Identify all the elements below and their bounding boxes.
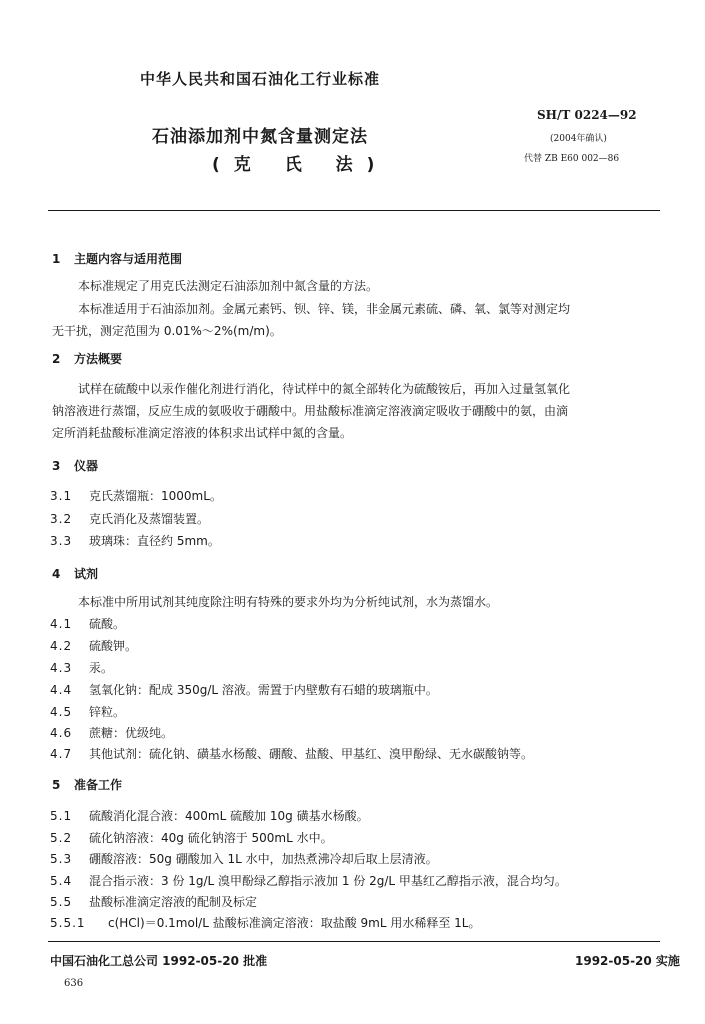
standard-replaces: 代替 ZB E60 002—86 xyxy=(524,154,620,164)
header-divider xyxy=(48,210,660,211)
section-2-para-line-3: 定所消耗盐酸标准滴定溶液的体积求出试样中氮的含量。 xyxy=(52,426,353,440)
section-4-intro: 本标准中所用试剂其纯度除注明有特殊的要求外均为分析纯试剂，水为蒸馏水。 xyxy=(78,595,499,609)
doc-subtitle: (克 氏 法) xyxy=(212,155,389,175)
section-2-para-line-2: 钠溶液进行蒸馏，反应生成的氨吸收于硼酸中。用盐酸标准滴定溶液滴定吸收于硼酸中的氨，由滴 xyxy=(52,404,569,418)
list-item: 3.1 克氏蒸馏瓶：1000mL。 xyxy=(50,489,222,503)
list-item: 5.3 硼酸溶液：50g 硼酸加入 1L 水中，加热煮沸冷却后取上层清液。 xyxy=(50,852,438,866)
page-number: 636 xyxy=(64,978,84,989)
section-3-heading: 3 仪器 xyxy=(52,459,99,473)
footer-divider xyxy=(48,941,660,942)
effective-date: 1992-05-20 实施 xyxy=(575,954,680,968)
org-title: 中华人民共和国石油化工行业标准 xyxy=(140,70,381,88)
list-item: 3.2 克氏消化及蒸馏装置。 xyxy=(50,512,210,526)
list-item: 4.3 汞。 xyxy=(50,661,114,675)
list-item: 3.3 玻璃珠：直径约 5mm。 xyxy=(50,534,220,548)
section-2-heading: 2 方法概要 xyxy=(52,352,123,366)
section-4-heading: 4 试剂 xyxy=(52,567,99,581)
list-item: 4.7 其他试剂：硫化钠、磺基水杨酸、硼酸、盐酸、甲基红、溴甲酚绿、无水碳酸钠等。 xyxy=(50,747,534,761)
section-1-para-2-cont: 无干扰，测定范围为 0.01%～2%(m/m)。 xyxy=(52,324,282,338)
list-item: 4.1 硫酸。 xyxy=(50,617,126,631)
section-1-heading: 1 主题内容与适用范围 xyxy=(52,252,183,266)
list-item: 5.2 硫化钠溶液：40g 硫化钠溶于 500mL 水中。 xyxy=(50,831,333,845)
list-item: 5.5 盐酸标准滴定溶液的配制及标定 xyxy=(50,895,258,909)
list-item: 4.6 蔗糖：优级纯。 xyxy=(50,726,174,740)
doc-title: 石油添加剂中氮含量测定法 xyxy=(152,127,368,147)
approval-line: 中国石油化工总公司 1992-05-20 批准 xyxy=(50,954,268,968)
list-item: 4.2 硫酸钾。 xyxy=(50,639,138,653)
standard-code: SH/T 0224—92 xyxy=(537,108,637,122)
section-1-para-1: 本标准规定了用克氏法测定石油添加剂中氮含量的方法。 xyxy=(78,279,379,293)
list-item: 5.4 混合指示液：3 份 1g/L 溴甲酚绿乙醇指示液加 1 份 2g/L 甲基红乙醇指示液，混合均匀。 xyxy=(50,874,567,888)
section-1-para-2: 本标准适用于石油添加剂。金属元素钙、钡、锌、镁，非金属元素硫、磷、氧、氯等对测定均 xyxy=(78,302,571,316)
list-item: 4.5 锌粒。 xyxy=(50,705,126,719)
list-item: 5.5.1 c(HCl)＝0.1mol/L 盐酸标准滴定溶液：取盐酸 9mL 用水稀释至 1L。 xyxy=(50,916,481,930)
list-item: 4.4 氢氧化钠：配成 350g/L 溶液。需置于内壁敷有石蜡的玻璃瓶中。 xyxy=(50,683,438,697)
section-2-para-line-1: 试样在硫酸中以汞作催化剂进行消化，待试样中的氮全部转化为硫酸铵后，再加入过量氢氧化 xyxy=(78,382,571,396)
list-item: 5.1 硫酸消化混合液：400mL 硫酸加 10g 磺基水杨酸。 xyxy=(50,809,369,823)
standard-confirmed: (2004年确认) xyxy=(550,134,607,144)
section-5-heading: 5 准备工作 xyxy=(52,778,123,792)
